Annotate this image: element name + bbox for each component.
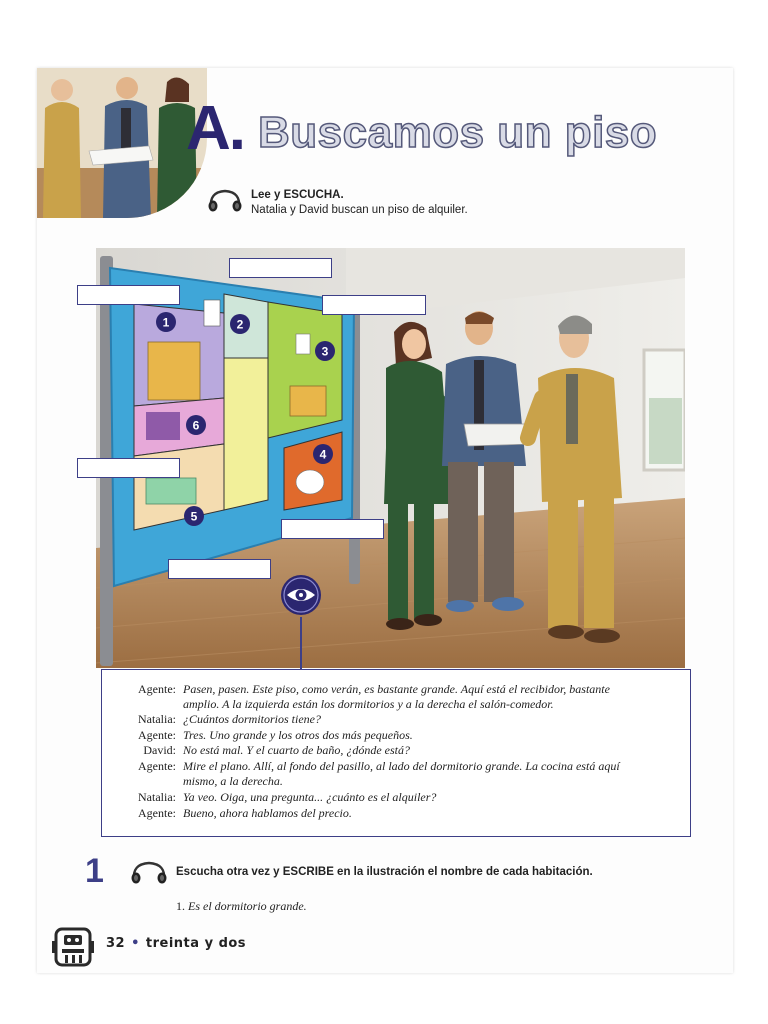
room-3 bbox=[268, 302, 342, 438]
corridor bbox=[224, 358, 268, 510]
dialogue-text: amplio. A la izquierda están los dormitorios y a la derecha el salón-comedor. bbox=[183, 697, 554, 711]
page-footer bbox=[106, 936, 246, 951]
room-label-box[interactable] bbox=[77, 458, 180, 478]
dialogue-box bbox=[101, 669, 691, 837]
room-number-2 bbox=[230, 314, 250, 334]
svg-text:1: 1 bbox=[162, 315, 170, 330]
eye-icon bbox=[279, 573, 323, 617]
svg-text:3: 3 bbox=[321, 344, 329, 359]
intro-illustration bbox=[37, 68, 207, 218]
dialogue-speaker: Agente: bbox=[138, 759, 176, 773]
dialogue-text: ¿Cuántos dormitorios tiene? bbox=[183, 712, 322, 726]
example-answer-number: 1. bbox=[176, 899, 185, 913]
dialogue-text: mismo, a la derecha. bbox=[183, 774, 283, 788]
room-label-box[interactable] bbox=[322, 295, 426, 315]
dialogue-text: No está mal. Y el cuarto de baño, ¿dónde está? bbox=[183, 743, 410, 757]
room-number-1 bbox=[156, 312, 176, 332]
svg-text:4: 4 bbox=[319, 447, 327, 462]
section-heading bbox=[186, 90, 658, 163]
dialogue-speaker: David: bbox=[143, 743, 176, 757]
room-label-box[interactable] bbox=[281, 519, 384, 539]
svg-text:6: 6 bbox=[192, 418, 200, 433]
page-number: 32 bbox=[106, 936, 126, 951]
aztec-emblem-icon bbox=[52, 925, 94, 969]
dialogue-speaker: Agente: bbox=[138, 682, 176, 696]
listen-read-instruction: Lee y ESCUCHA. bbox=[251, 189, 344, 201]
dialogue-speaker: Natalia: bbox=[138, 712, 176, 726]
dialogue-text: Pasen, pasen. Este piso, como verán, es bastante grande. Aquí está el recibidor, bastante bbox=[183, 682, 610, 696]
room-number-5 bbox=[184, 506, 204, 526]
example-answer-text: Es el dormitorio grande. bbox=[188, 899, 307, 913]
eye-connector-line bbox=[300, 617, 302, 669]
footer-bullet: • bbox=[131, 936, 140, 951]
exercise-example-answer bbox=[176, 899, 307, 914]
page-number-words: treinta y dos bbox=[145, 936, 247, 951]
dialogue-speaker: Agente: bbox=[138, 728, 176, 742]
svg-text:5: 5 bbox=[190, 509, 198, 524]
room-number-6 bbox=[186, 415, 206, 435]
svg-text:2: 2 bbox=[236, 317, 244, 332]
room-label-box[interactable] bbox=[229, 258, 332, 278]
exercise-instruction: Escucha otra vez y ESCRIBE en la ilustración el nombre de cada habitación. bbox=[176, 866, 593, 878]
exercise-number: 1 bbox=[85, 852, 104, 890]
dialogue-text: Bueno, ahora hablamos del precio. bbox=[183, 806, 352, 820]
room-number-3 bbox=[315, 341, 335, 361]
room-label-box[interactable] bbox=[77, 285, 180, 305]
dialogue-text: Mire el plano. Allí, al fondo del pasillo, al lado del dormitorio grande. La cocina está aquí bbox=[183, 759, 620, 773]
headphones-icon bbox=[206, 188, 244, 212]
page-title: Buscamos un piso bbox=[258, 108, 658, 157]
dialogue-text: Ya veo. Oiga, una pregunta... ¿cuánto es el alquiler? bbox=[183, 790, 437, 804]
dialogue-text: Tres. Uno grande y los otros dos más pequeños. bbox=[183, 728, 413, 742]
dialogue-speaker: Agente: bbox=[138, 806, 176, 820]
listen-description: Natalia y David buscan un piso de alquiler. bbox=[251, 204, 468, 216]
room-number-4 bbox=[313, 444, 333, 464]
dialogue-speaker: Natalia: bbox=[138, 790, 176, 804]
headphones-icon bbox=[129, 860, 169, 884]
room-label-box[interactable] bbox=[168, 559, 271, 579]
section-letter: A. bbox=[186, 94, 244, 163]
